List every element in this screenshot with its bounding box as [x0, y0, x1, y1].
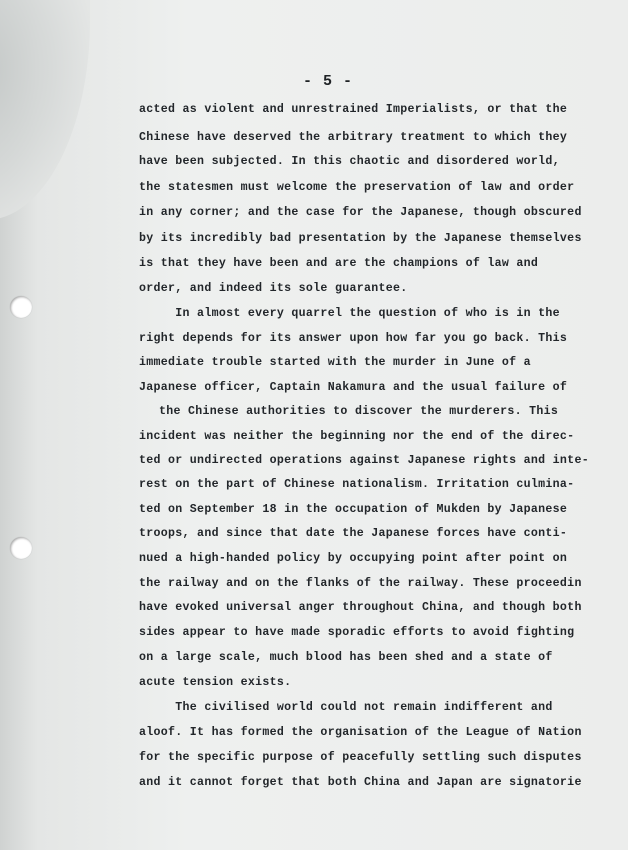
- text-line: right depends for its answer upon how far you go back. This: [139, 332, 568, 345]
- text-line: sides appear to have made sporadic efforts to avoid fighting: [139, 626, 575, 639]
- text-line: ted or undirected operations against Japanese rights and inte-: [139, 454, 589, 467]
- text-line: order, and indeed its sole guarantee.: [139, 282, 408, 295]
- text-line: Japanese officer, Captain Nakamura and the usual failure of: [139, 381, 568, 394]
- text-line: incident was neither the beginning nor the end of the direc-: [139, 430, 575, 443]
- page-number: - 5 -: [303, 73, 354, 90]
- text-line: for the specific purpose of peacefully settling such disputes: [139, 751, 582, 764]
- text-line: in any corner; and the case for the Japanese, though obscured: [139, 206, 582, 219]
- text-line: aloof. It has formed the organisation of the League of Nation: [139, 726, 582, 739]
- text-line: acute tension exists.: [139, 676, 292, 689]
- text-line: the Chinese authorities to discover the murderers. This: [159, 405, 559, 418]
- text-line: is that they have been and are the champions of law and: [139, 257, 539, 270]
- punch-hole-upper: [10, 296, 32, 318]
- text-line: and it cannot forget that both China and Japan are signatorie: [139, 776, 582, 789]
- text-line: acted as violent and unrestrained Imperialists, or that the: [139, 103, 568, 116]
- curled-previous-page: [0, 0, 90, 220]
- text-line: by its incredibly bad presentation by the Japanese themselves: [139, 232, 582, 245]
- text-line: ted on September 18 in the occupation of Mukden by Japanese: [139, 503, 568, 516]
- text-line: immediate trouble started with the murder in June of a: [139, 356, 531, 369]
- paragraph-start: The civilised world could not remain indifferent and: [139, 701, 553, 714]
- text-line: rest on the part of Chinese nationalism. Irritation culmina-: [139, 478, 575, 491]
- text-line: have evoked universal anger throughout China, and though both: [139, 601, 582, 614]
- text-line: nued a high-handed policy by occupying point after point on: [139, 552, 568, 565]
- text-line: the statesmen must welcome the preservation of law and order: [139, 181, 575, 194]
- paragraph-start: In almost every quarrel the question of who is in the: [139, 307, 560, 320]
- text-line: troops, and since that date the Japanese forces have conti-: [139, 527, 568, 540]
- text-line: Chinese have deserved the arbitrary treatment to which they: [139, 131, 568, 144]
- punch-hole-lower: [10, 537, 32, 559]
- text-line: have been subjected. In this chaotic and disordered world,: [139, 155, 560, 168]
- text-line: the railway and on the flanks of the railway. These proceedin: [139, 577, 582, 590]
- text-line: on a large scale, much blood has been shed and a state of: [139, 651, 553, 664]
